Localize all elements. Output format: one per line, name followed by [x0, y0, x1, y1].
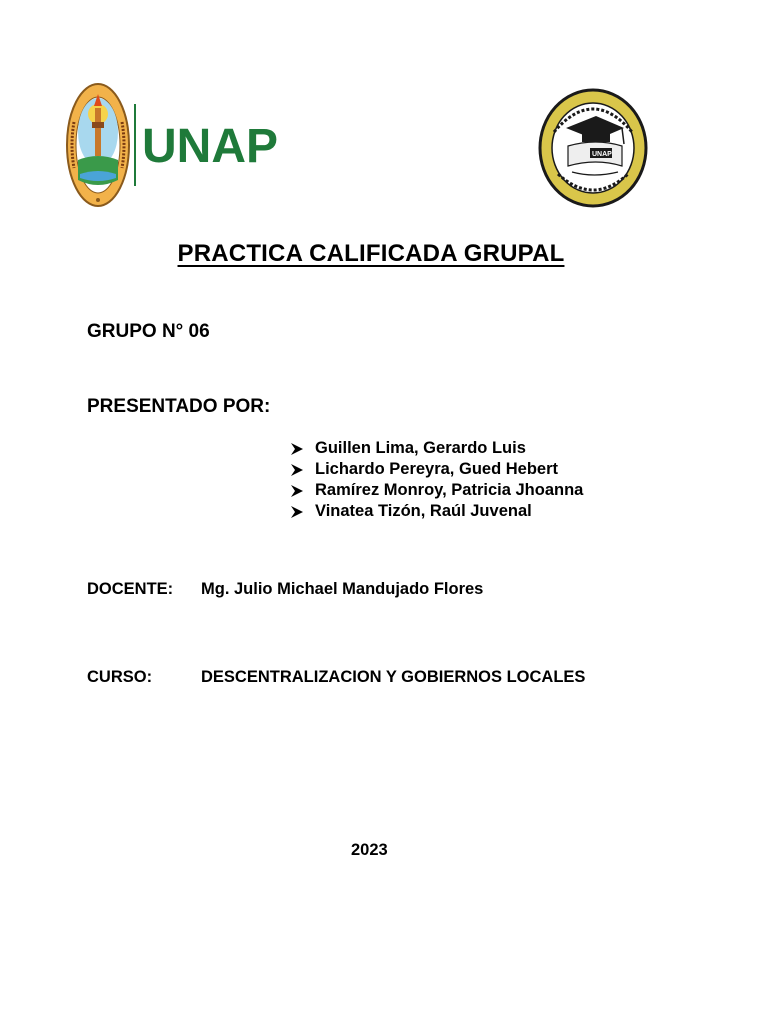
university-seal-icon: [66, 82, 279, 210]
teacher-row: [87, 580, 483, 599]
document-title: PRACTICA CALIFICADA GRUPAL: [177, 240, 565, 267]
arrowhead-bullet-icon: [290, 505, 315, 519]
postgraduate-logo: [538, 88, 650, 210]
member-list: [290, 438, 583, 522]
teacher-label: DOCENTE:: [87, 580, 174, 598]
arrowhead-bullet-icon: [290, 463, 315, 477]
arrowhead-bullet-icon: [290, 442, 315, 456]
unap-logo: [66, 82, 279, 210]
presented-by-label: PRESENTADO POR:: [87, 396, 271, 417]
svg-text:UNAP: UNAP: [592, 151, 612, 158]
graduate-school-seal-icon: [538, 88, 650, 210]
list-item: [290, 459, 583, 480]
group-number: GRUPO N° 06: [87, 321, 210, 342]
member-name: Lichardo Pereyra, Gued Hebert: [315, 460, 558, 478]
course-row: [87, 668, 585, 687]
course-label: CURSO:: [87, 668, 153, 686]
member-name: Guillen Lima, Gerardo Luis: [315, 439, 526, 457]
list-item: [290, 438, 583, 459]
list-item: [290, 501, 583, 522]
unap-wordmark: UNAP: [142, 120, 279, 173]
arrowhead-bullet-icon: [290, 484, 315, 498]
course-name: DESCENTRALIZACION Y GOBIERNOS LOCALES: [201, 668, 586, 686]
document-year: 2023: [351, 841, 388, 859]
list-item: [290, 480, 583, 501]
member-name: Vinatea Tizón, Raúl Juvenal: [315, 502, 532, 520]
teacher-name: Mg. Julio Michael Mandujado Flores: [201, 580, 484, 598]
member-name: Ramírez Monroy, Patricia Jhoanna: [315, 481, 584, 499]
